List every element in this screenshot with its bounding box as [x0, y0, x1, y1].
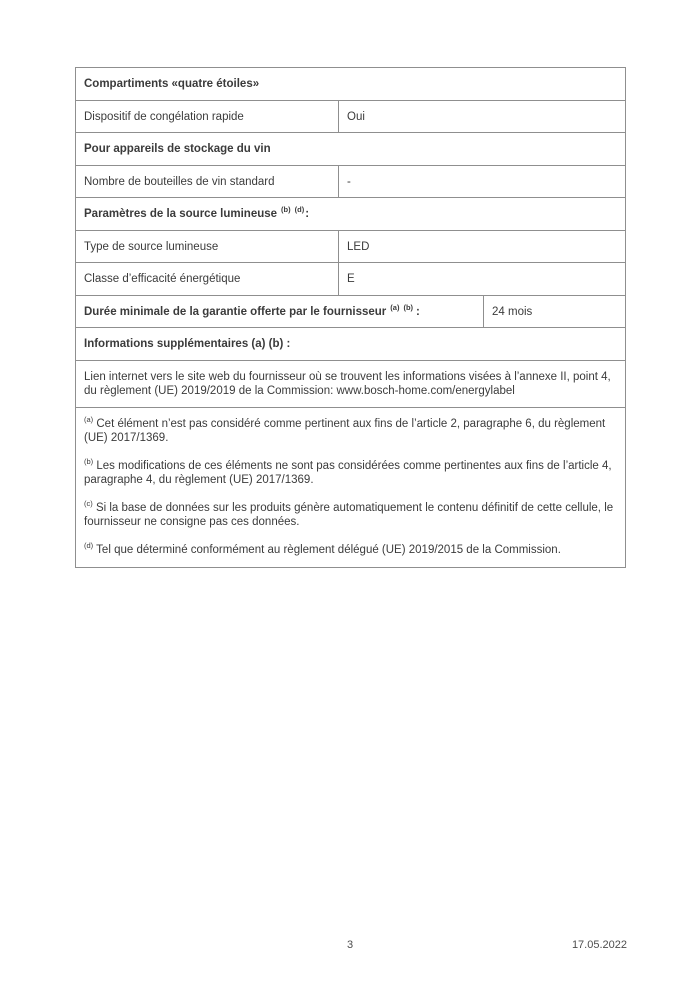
row-key-warranty: [76, 296, 484, 328]
table-row-fast-freeze: [76, 100, 625, 133]
footnote-text-b: Les modifications de ces éléments ne sont pas considérées comme pertinentes aux fins de l’article 4, paragraphe 4, du règlement (UE) 2017/1369.: [84, 459, 612, 486]
page-number: 3: [346, 939, 354, 951]
row-value-fast-freeze: Oui: [347, 110, 365, 123]
section-header-light-source: [76, 198, 625, 230]
footnote-a: [84, 414, 615, 445]
footnote-b: [84, 456, 615, 487]
footnote-d: [84, 540, 615, 557]
footer-date: 17.05.2022: [571, 939, 627, 951]
footnote-ref-b: (b): [403, 302, 414, 312]
footnote-marker-b: (b): [84, 456, 94, 466]
row-key-wine-bottles: Nombre de bouteilles de vin standard: [76, 166, 339, 198]
table-row-footnotes: [76, 407, 625, 567]
table-row-warranty: [76, 295, 625, 328]
section-header-wine: Pour appareils de stockage du vin: [84, 143, 271, 155]
warranty-colon: :: [416, 305, 420, 318]
footnote-ref-d: (d): [294, 205, 305, 214]
row-value-light-class: E: [347, 273, 355, 285]
row-key-fast-freeze: Dispositif de congélation rapide: [76, 101, 339, 133]
footnote-marker-a: (a): [84, 414, 94, 424]
row-value-light-type: LED: [347, 240, 370, 253]
footnotes-cell: [76, 408, 625, 567]
table-row-light-type: [76, 230, 625, 263]
table-row-wine-header: [76, 132, 625, 165]
section-label-light-source: Paramètres de la source lumineuse: [84, 208, 278, 220]
footnote-text-d: Tel que déterminé conformément au règlement délégué (UE) 2019/2015 de la Commission.: [96, 543, 561, 556]
footnote-ref-a: (a): [390, 302, 400, 312]
section-header-additional-info: Informations supplémentaires (a) (b) :: [84, 338, 291, 350]
footnote-ref-b: (b): [281, 205, 291, 214]
table-row-light-header: [76, 197, 625, 230]
table-row-wine-bottles: [76, 165, 625, 198]
table-row-supplier-link: [76, 360, 625, 407]
footnote-marker-c: (c): [84, 498, 93, 508]
supplier-link-text: Lien internet vers le site web du fournisseur où se trouvent les informations visées à l’annexe II, point 4, du règlement (UE) 2019/2019 de la Commission: www.bosch-home.com/energylabel: [84, 370, 611, 397]
footnote-text-c: Si la base de données sur les produits génère automatiquement le contenu définitif de cette cellule, le fournisseur ne consigne pas ces données.: [84, 501, 614, 528]
section-colon: :: [305, 208, 310, 220]
row-key-light-type: Type de source lumineuse: [76, 231, 339, 263]
section-header-compartments: Compartiments «quatre étoiles»: [84, 78, 260, 90]
footnote-text-a: Cet élément n’est pas considéré comme pertinent aux fins de l’article 2, paragraphe 6, du règlement (UE) 2017/1369.: [84, 417, 606, 444]
row-key-light-class: Classe d’efficacité énergétique: [76, 263, 339, 295]
footnote-c: [84, 498, 615, 529]
warranty-label: Durée minimale de la garantie offerte par le fournisseur: [84, 305, 387, 318]
row-value-warranty: 24 mois: [492, 305, 533, 318]
product-info-table: [75, 67, 626, 568]
table-row-compartments-header: [76, 68, 625, 100]
table-row-additional-header: [76, 327, 625, 360]
row-value-wine-bottles: -: [347, 175, 351, 188]
footnote-marker-d: (d): [84, 540, 94, 550]
table-row-light-class: [76, 262, 625, 295]
